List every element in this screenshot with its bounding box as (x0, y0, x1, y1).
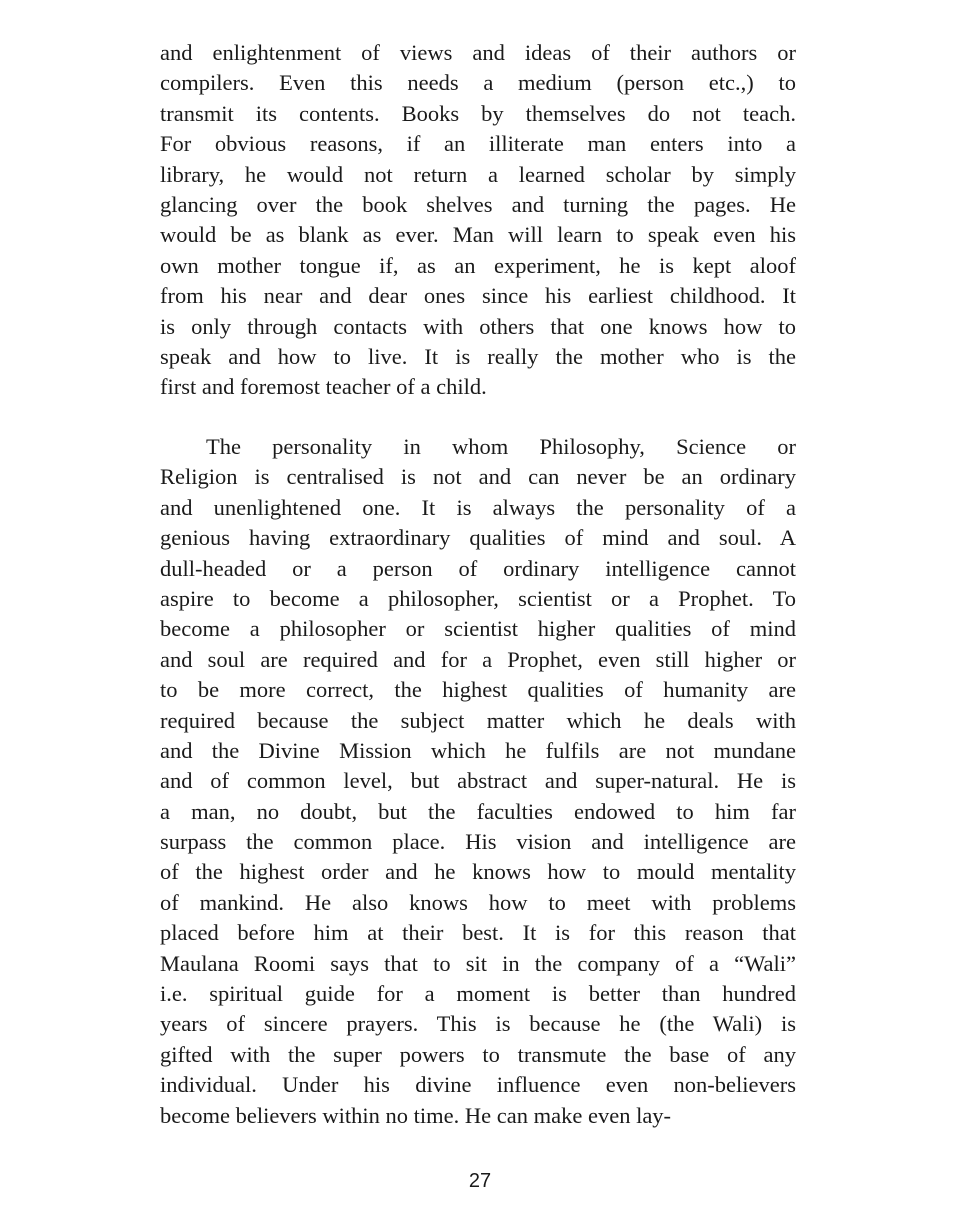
text-line: aspire to become a philosopher, scientist or a Prophet. To (160, 585, 796, 611)
text-line: of the highest order and he knows how to mould mentality (160, 859, 796, 885)
text-line: would be as blank as ever. Man will learn to speak even his (160, 222, 796, 248)
text-line: and the Divine Mission which he fulfils are not mundane (160, 737, 796, 763)
text-line: a man, no doubt, but the faculties endowed to him far (160, 798, 796, 824)
text-line: from his near and dear ones since his earliest childhood. It (160, 283, 796, 309)
paragraph-1 (160, 38, 796, 403)
paragraph-2 (160, 432, 796, 1131)
text-line: dull-headed or a person of ordinary intelligence cannot (160, 555, 796, 581)
text-line: of mankind. He also knows how to meet with problems (160, 889, 796, 915)
text-line: transmit its contents. Books by themselves do not teach. (160, 100, 796, 126)
text-line: first and foremost teacher of a child. (160, 374, 487, 400)
text-line: become believers within no time. He can make even lay- (160, 1102, 672, 1128)
text-line: individual. Under his divine influence even non-believers (160, 1072, 796, 1098)
text-line: Maulana Roomi says that to sit in the company of a “Wali” (160, 950, 796, 976)
text-line: placed before him at their best. It is for this reason that (160, 920, 796, 946)
text-line: genious having extraordinary qualities of mind and soul. A (160, 525, 796, 551)
text-line: become a philosopher or scientist higher qualities of mind (160, 616, 796, 642)
text-line: and of common level, but abstract and super-natural. He is (160, 768, 796, 794)
page-number: 27 (468, 1170, 492, 1192)
text-line: and unenlightened one. It is always the personality of a (160, 494, 796, 520)
text-line: For obvious reasons, if an illiterate man enters into a (160, 131, 796, 157)
text-line: i.e. spiritual guide for a moment is better than hundred (160, 981, 796, 1007)
text-line: required because the subject matter which he deals with (160, 707, 796, 733)
text-line: and soul are required and for a Prophet, even still higher or (160, 646, 796, 672)
text-line: years of sincere prayers. This is because he (the Wali) is (160, 1011, 796, 1037)
text-line: glancing over the book shelves and turning the pages. He (160, 191, 796, 217)
text-line: Religion is centralised is not and can never be an ordinary (160, 464, 796, 490)
text-line: own mother tongue if, as an experiment, he is kept aloof (160, 252, 796, 278)
text-line: speak and how to live. It is really the mother who is the (160, 343, 796, 369)
text-line: surpass the common place. His vision and intelligence are (160, 829, 796, 855)
text-line: to be more correct, the highest qualities of humanity are (160, 677, 796, 703)
text-line: and enlightenment of views and ideas of their authors or (160, 40, 796, 65)
text-line: is only through contacts with others that one knows how to (160, 313, 796, 339)
text-line: gifted with the super powers to transmute the base of any (160, 1041, 796, 1067)
text-line: library, he would not return a learned scholar by simply (160, 161, 796, 187)
text-line: compilers. Even this needs a medium (person etc.,) to (160, 70, 796, 96)
text-line: The personality in whom Philosophy, Science or (206, 434, 796, 459)
